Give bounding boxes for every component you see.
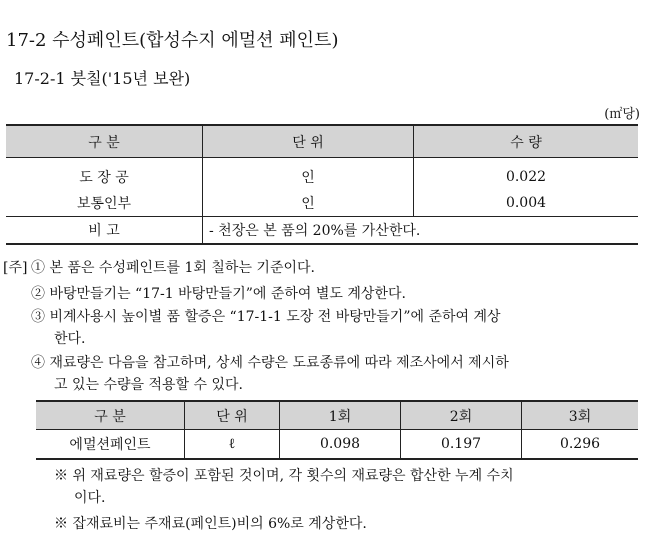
material-third-coat: 0.296: [522, 430, 639, 460]
remark-row: [6, 217, 638, 245]
header-unit: 단 위: [203, 125, 414, 158]
row-category: 보통인부: [6, 190, 203, 217]
table-row: [6, 158, 638, 191]
notes-tag: [주]: [3, 260, 28, 276]
material-first-coat: 0.098: [280, 430, 401, 460]
header-second-coat: 2회: [401, 401, 522, 430]
material-table: [36, 400, 638, 460]
header-first-coat: 1회: [280, 401, 401, 430]
section-title: 17-2 수성페인트(합성수지 에멀션 페인트): [6, 30, 339, 51]
material-name: 에멀션페인트: [36, 430, 185, 460]
subsection-title: 17-2-1 붓칠('15년 보완): [14, 69, 191, 88]
header-category: 구 분: [6, 125, 203, 158]
note-3-continued: 한다.: [54, 331, 86, 347]
row-category: 도 장 공: [6, 158, 203, 191]
row-quantity: 0.004: [505, 195, 547, 211]
labor-table: [6, 124, 638, 245]
remark-1-continued: 이다.: [74, 490, 106, 506]
remark-label: 비 고: [6, 217, 203, 245]
header-quantity: 수 량: [414, 125, 639, 158]
table-header-row: [6, 125, 638, 158]
note-3: ③ 비계사용시 높이별 품 할증은 “17-1-1 도장 전 바탕만들기”에 준하여 계상: [31, 309, 501, 325]
row-quantity: 0.022: [505, 169, 547, 185]
material-unit: ℓ: [185, 430, 280, 460]
header-unit: 단 위: [185, 401, 280, 430]
note-4: ④ 재료량은 다음을 참고하며, 상세 수량은 도료종류에 따라 제조사에서 제시하: [31, 355, 509, 371]
header-third-coat: 3회: [522, 401, 639, 430]
table-row: [36, 430, 638, 460]
remark-1: ※ 위 재료량은 할증이 포함된 것이며, 각 횟수의 재료량은 합산한 누계 수치: [54, 468, 514, 484]
row-unit: 인: [203, 190, 414, 217]
note-2: ② 바탕만들기는 “17-1 바탕만들기”에 준하여 별도 계상한다.: [31, 286, 406, 302]
note-4-continued: 고 있는 수량을 적용할 수 있다.: [54, 377, 243, 393]
remark-text: - 천장은 본 품의 20%를 가산한다.: [203, 217, 639, 245]
unit-label: (㎡당): [604, 107, 640, 122]
remark-2: ※ 잡재료비는 주재료(페인트)비의 6%로 계상한다.: [54, 516, 367, 532]
note-1: ① 본 품은 수성페인트를 1회 칠하는 기준이다.: [31, 260, 315, 276]
table-header-row: [36, 401, 638, 430]
row-unit: 인: [203, 158, 414, 191]
header-category: 구 분: [36, 401, 185, 430]
material-second-coat: 0.197: [401, 430, 522, 460]
table-row: [6, 190, 638, 217]
